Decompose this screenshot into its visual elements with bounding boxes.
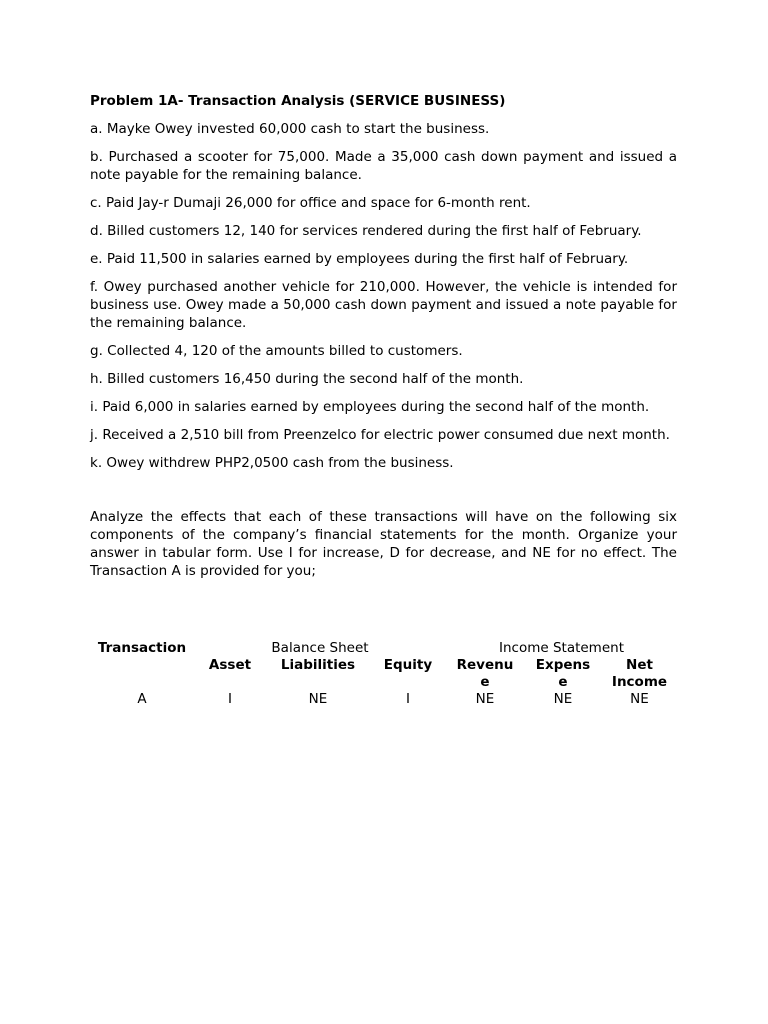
transaction-item-c: c. Paid Jay-r Dumaji 26,000 for office and space for 6-month rent. [90,195,531,211]
transaction-item-e: e. Paid 11,500 in salaries earned by employees during the first half of February. [90,251,629,267]
asset-header: Asset [208,657,252,673]
income-statement-header: Income Statement [498,640,624,656]
transaction-item-f: f. Owey purchased another vehicle for 210,000. However, the vehicle is intended for business use. Owey made a 50,000 cash down payment and issued a note payable for the remaining balance. [90,279,677,331]
transaction-item-g: g. Collected 4, 120 of the amounts billed to customers. [90,343,463,359]
asset-cell: I [228,691,232,707]
revenue-header: Revenue [456,657,514,690]
transaction-analysis-table [90,640,677,708]
expense-header: Expense [535,657,591,690]
transaction-cell: A [137,691,147,707]
transaction-header: Transaction [97,640,187,656]
empty-header-cell [90,657,194,691]
document-body [90,92,677,594]
document-title: Problem 1A- Transaction Analysis (SERVICE BUSINESS) [90,93,506,109]
transaction-item-d: d. Billed customers 12, 140 for services rendered during the first half of February. [90,223,642,239]
transaction-item-h: h. Billed customers 16,450 during the second half of the month. [90,371,524,387]
transaction-item-i: i. Paid 6,000 in salaries earned by employees during the second half of the month. [90,399,650,415]
table-column-header-row [90,657,677,691]
equity-cell: I [406,691,410,707]
transaction-item-a: a. Mayke Owey invested 60,000 cash to start the business. [90,121,490,137]
transaction-item-k: k. Owey withdrew PHP2,0500 cash from the business. [90,455,454,471]
balance-sheet-header: Balance Sheet [271,640,369,656]
transaction-item-b: b. Purchased a scooter for 75,000. Made a 35,000 cash down payment and issued a note payable for the remaining balance. [90,149,677,183]
net-income-cell: NE [630,691,649,707]
instructions-paragraph: Analyze the effects that each of these transactions will have on the following six components of the company’s financial statements for the month. Organize your answer in tabular form. Use I for increase, D for decrease, and NE for no effect. The Transaction A is provided for you; [90,509,677,579]
table-row [90,691,677,708]
net-income-header: Net Income [611,657,668,690]
table-group-header-row [90,640,677,657]
liabilities-header: Liabilities [280,657,356,673]
liabilities-cell: NE [308,691,328,707]
equity-header: Equity [383,657,433,673]
transaction-item-j: j. Received a 2,510 bill from Preenzelco for electric power consumed due next month. [90,427,670,443]
expense-cell: NE [553,691,573,707]
revenue-cell: NE [475,691,495,707]
